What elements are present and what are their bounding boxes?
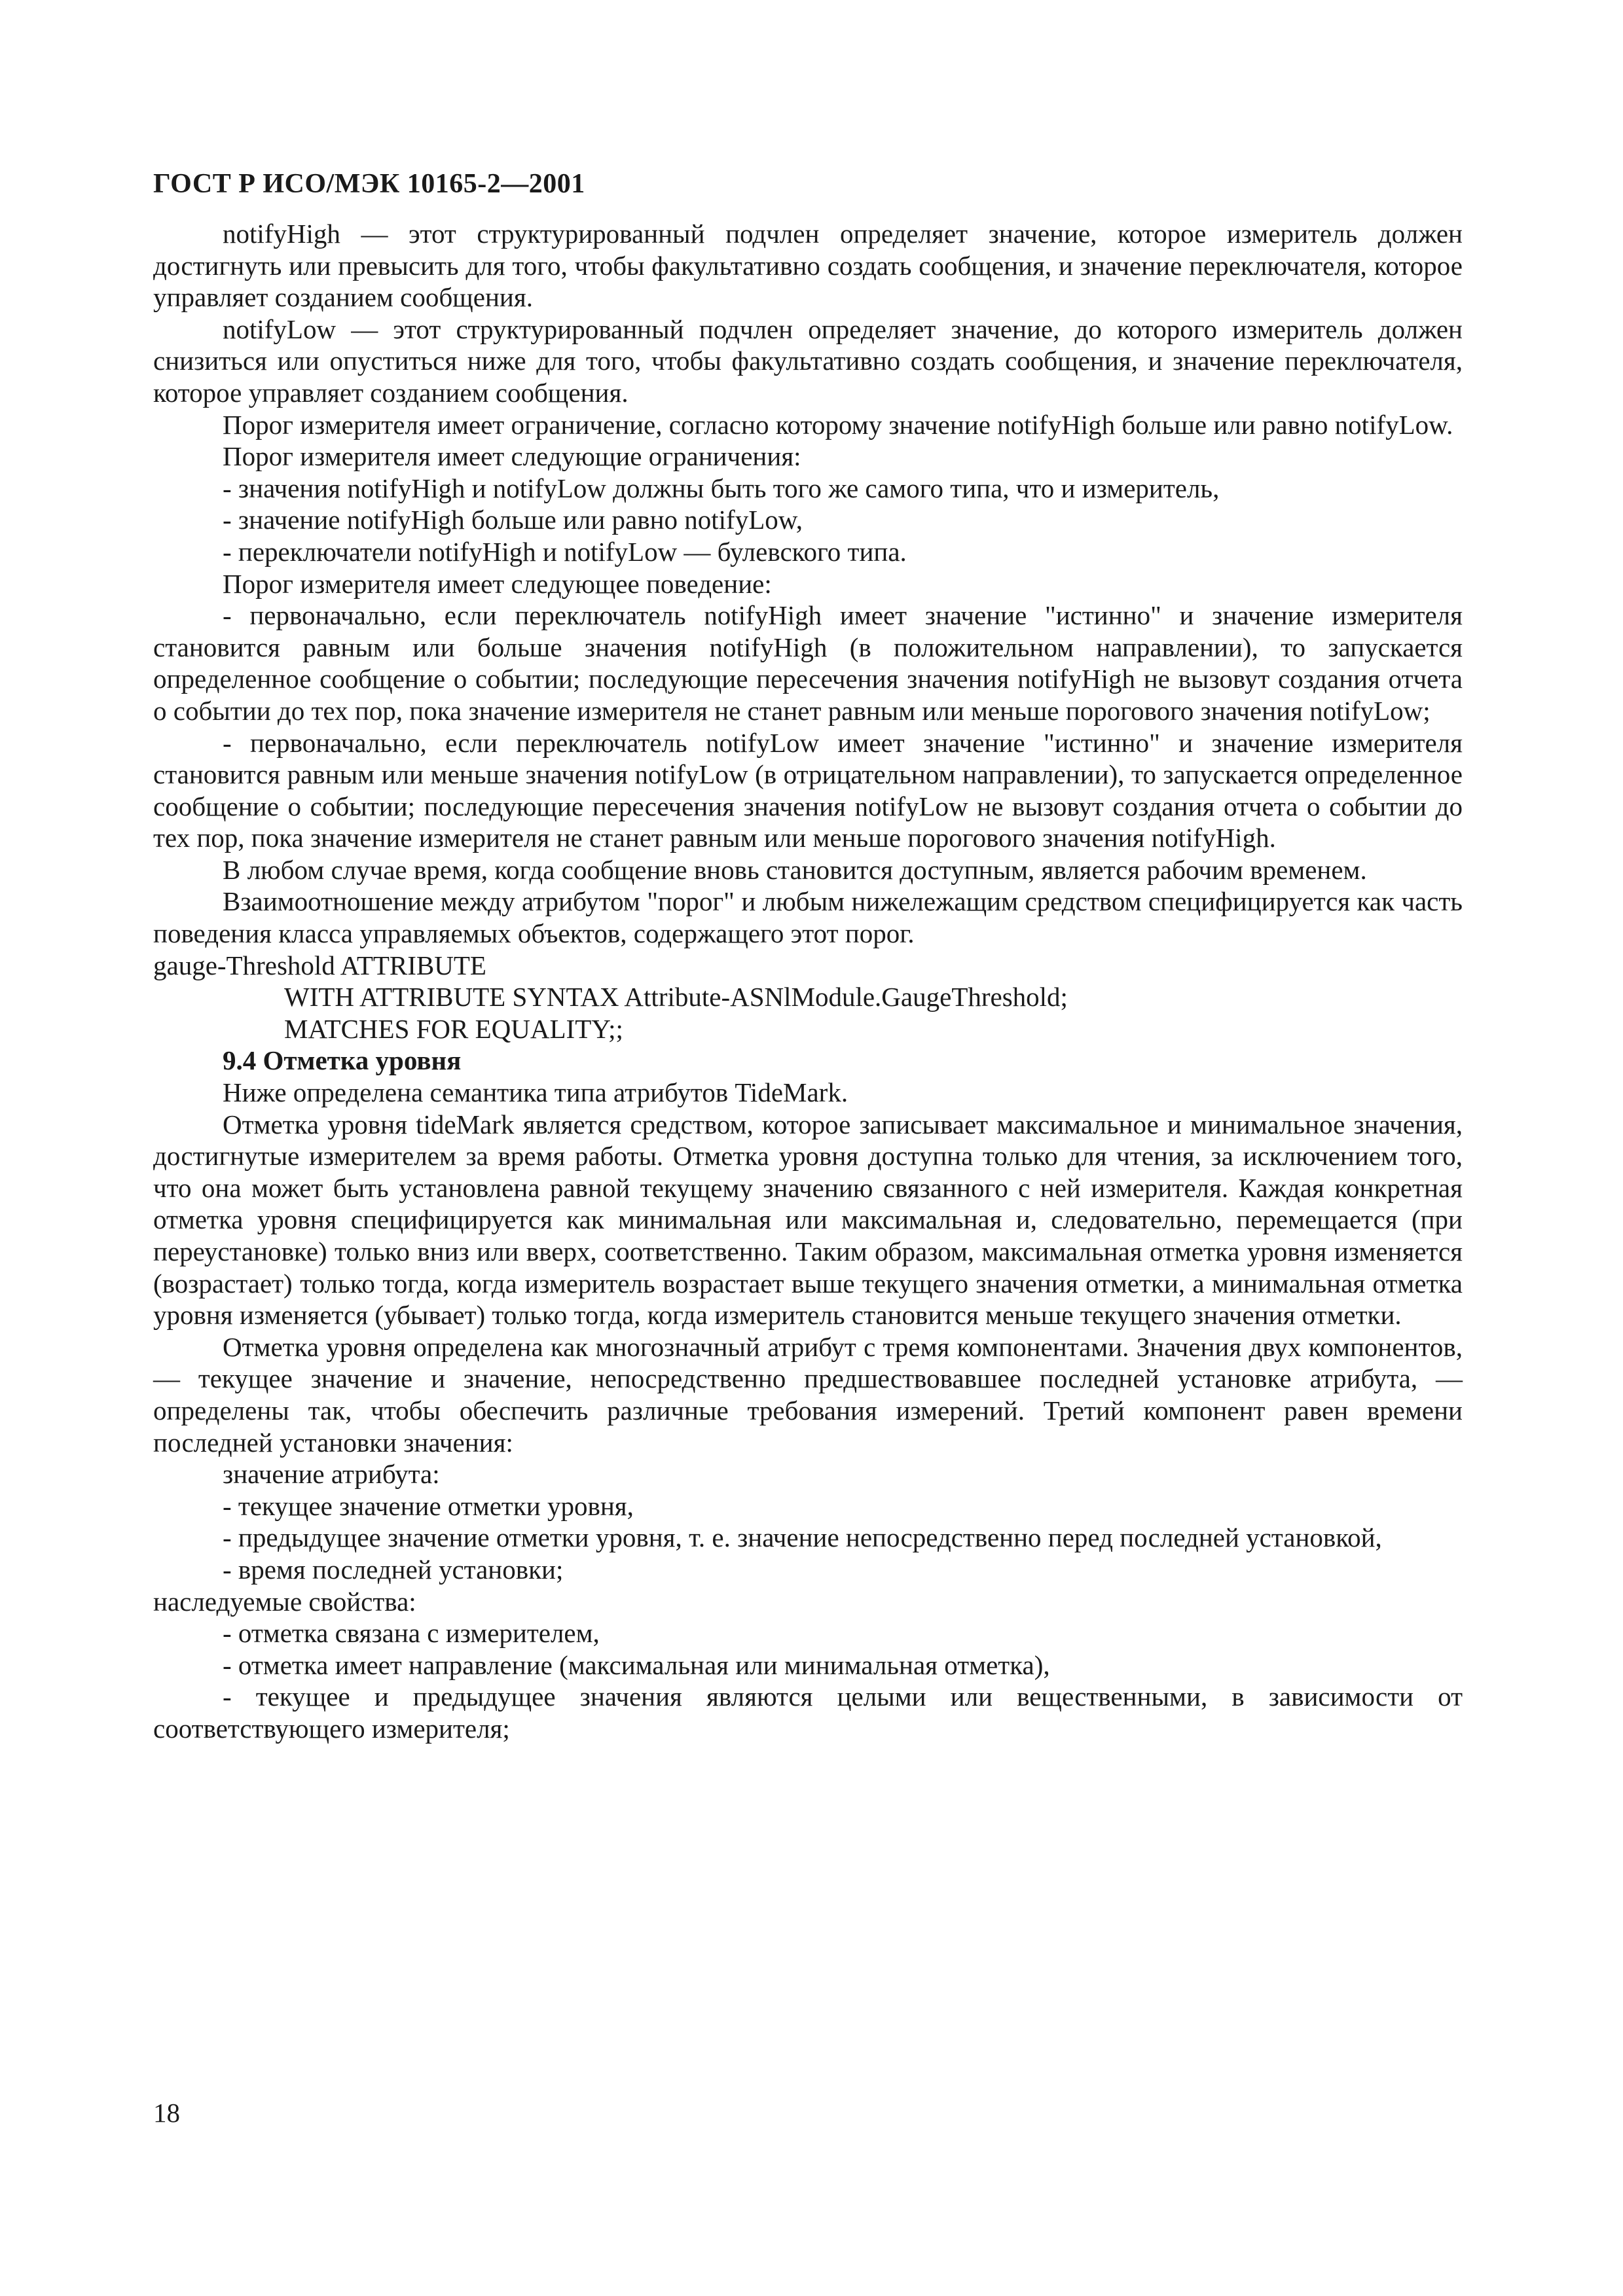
paragraph-restrictions-intro: Порог измерителя имеет следующие ограничения: [223, 441, 801, 472]
paragraph-tidemark-intro: Ниже определена семантика типа атрибутов TideMark. [223, 1077, 848, 1108]
paragraph-notifyhigh: notifyHigh — этот структурированный подчлен определяет значение, которое измеритель должен достигнуть или превысить для того, чтобы факультативно создать сообщения, и значение переключателя, которое управляет созданием сообщения. [153, 219, 1463, 313]
paragraph-tidemark-components: Отметка уровня определена как многозначный атрибут с тремя компонентами. Значения двух компонентов, — текущее значение и значение, непосредственно предшествовавшее последней установке атрибута, — определены так, чтобы обеспечить различные требования измерений. Третий компонент равен времени последней установки значения: [153, 1331, 1463, 1458]
body-text [153, 218, 1463, 1745]
paragraph-attribute-value: значение атрибута: [223, 1459, 440, 1490]
paragraph-inherited-label: наследуемые свойства: [153, 1586, 416, 1617]
list-item: - первоначально, если переключатель notifyLow имеет значение "истинно" и значение измерителя становится равным или меньше значения notifyLow (в отрицательном направлении), то запускается определенное сообщение о событии; последующие пересечения значения notifyLow не вызовут создания отчета о событии до тех пор, пока значение измерителя не станет равным или меньше порогового значения notifyHigh. [153, 727, 1463, 853]
list-item: - предыдущее значение отметки уровня, т. е. значение непосредственно перед последней установкой, [223, 1522, 1382, 1553]
page-content [153, 167, 1463, 1745]
list-item: - значение notifyHigh больше или равно notifyLow, [223, 505, 803, 535]
document-header: ГОСТ Р ИСО/МЭК 10165-2—2001 [153, 169, 585, 199]
list-item: - текущее значение отметки уровня, [223, 1490, 634, 1521]
paragraph-notifylow: notifyLow — этот структурированный подчлен определяет значение, до которого измеритель должен снизиться или опуститься ниже для того, чтобы факультативно создать сообщения, и значение переключателя, которое управляет созданием сообщения. [153, 314, 1463, 408]
code-line: gauge-Threshold ATTRIBUTE [153, 950, 486, 980]
list-item: - переключатели notifyHigh и notifyLow — булевского типа. [223, 536, 907, 567]
list-item: - время последней установки; [223, 1554, 564, 1585]
paragraph-behaviour-intro: Порог измерителя имеет следующее поведение: [223, 568, 772, 599]
list-item: - первоначально, если переключатель notifyHigh имеет значение "истинно" и значение измерителя становится равным или больше значения notifyHigh (в положительном направлении), то запускается определенное сообщение о событии; последующие пересечения значения notifyHigh не вызовут создания отчета о событии до тех пор, пока значение измерителя не станет равным или меньше порогового значения notifyLow; [153, 600, 1463, 726]
paragraph-restriction: Порог измерителя имеет ограничение, согласно которому значение notifyHigh больше или равно notifyLow. [223, 409, 1453, 440]
paragraph-relationship: Взаимоотношение между атрибутом "порог" и любым нижележащим средством специфицируется как часть поведения класса управляемых объектов, содержащего этот порог. [153, 886, 1463, 949]
code-line: MATCHES FOR EQUALITY;; [284, 1013, 623, 1044]
paragraph-time: В любом случае время, когда сообщение вновь становится доступным, является рабочим временем. [223, 854, 1367, 885]
paragraph-tidemark-desc: Отметка уровня tideMark является средством, которое записывает максимальное и минимальное значения, достигнутые измерителем за время работы. Отметка уровня доступна только для чтения, за исключением того, что она может быть установлена равной текущему значению связанного с ней измерителя. Каждая конкретная отметка уровня специфицируется как минимальная или максимальная и, следовательно, перемещается (при переустановке) только вниз или вверх, соответственно. Таким образом, максимальная отметка уровня изменяется (возрастает) только тогда, когда измеритель возрастает выше текущего значения отметки, а минимальная отметка уровня изменяется (убывает) только тогда, когда измеритель становится меньше текущего значения отметки. [153, 1109, 1463, 1331]
list-item: - отметка имеет направление (максимальная или минимальная отметка), [223, 1649, 1050, 1680]
page-number: 18 [153, 2098, 180, 2128]
list-item: - текущее и предыдущее значения являются целыми или вещественными, в зависимости от соответствующего измерителя; [153, 1681, 1463, 1744]
section-heading: 9.4 Отметка уровня [223, 1045, 462, 1076]
list-item: - отметка связана с измерителем, [223, 1618, 600, 1649]
list-item: - значения notifyHigh и notifyLow должны быть того же самого типа, что и измеритель, [223, 473, 1220, 503]
code-line: WITH ATTRIBUTE SYNTAX Attribute-ASNlModule.GaugeThreshold; [284, 982, 1068, 1013]
